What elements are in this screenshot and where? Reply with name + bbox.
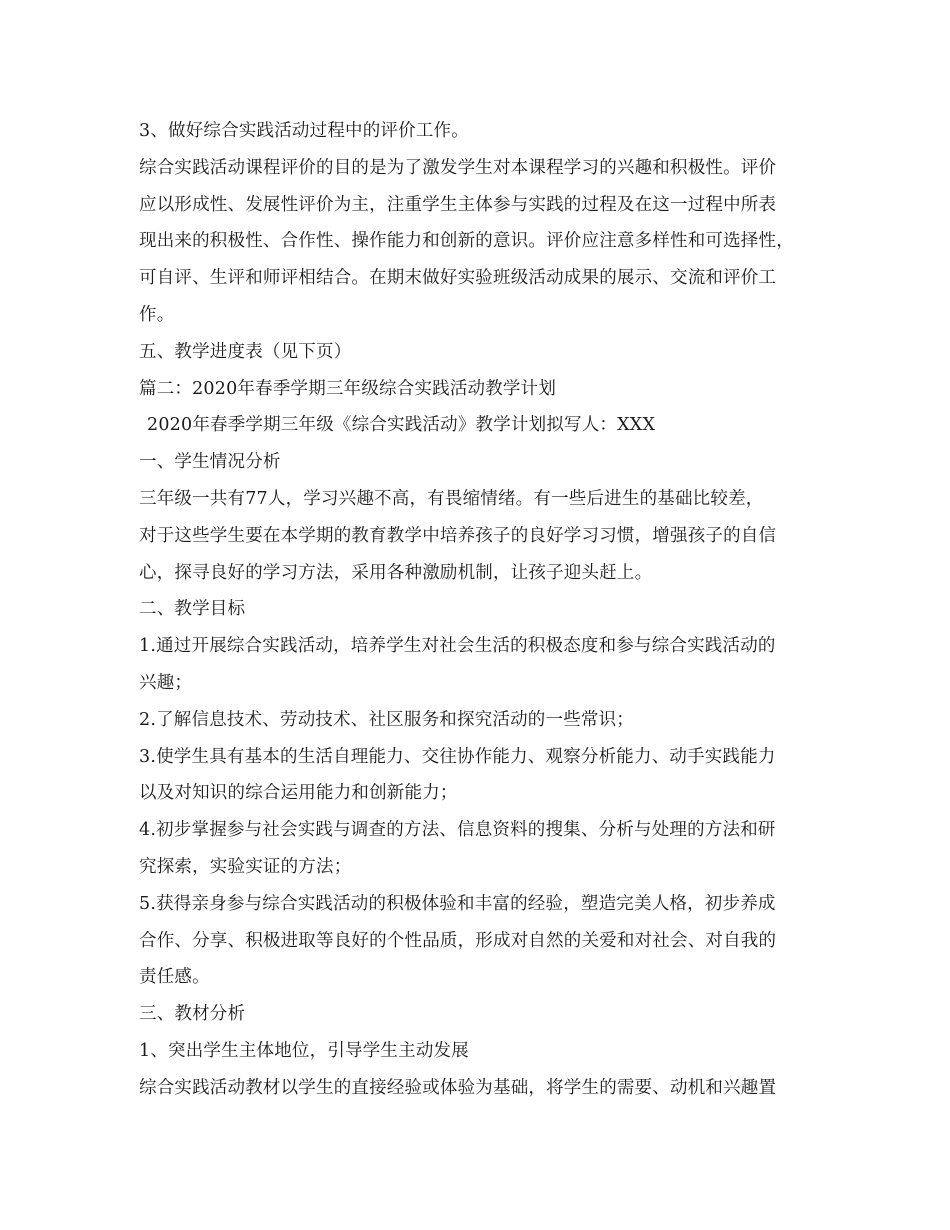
text-line: 4.初步掌握参与社会实践与调查的方法、信息资料的搜集、分析与处理的方法和研 [139,820,776,841]
text-line: 作。 [139,304,175,325]
text-line: 究探索，实验实证的方法； [139,856,352,877]
text-line: 应以形成性、发展性评价为主，注重学生主体参与实践的过程及在这一过程中所表 [139,194,777,215]
text-line: 综合实践活动教材以学生的直接经验或体验为基础，将学生的需要、动机和兴趣置 [139,1077,777,1098]
section-heading: 三、教材分析 [139,1004,246,1025]
text-line: 兴趣； [139,672,193,693]
text-line: 综合实践活动课程评价的目的是为了激发学生对本课程学习的兴趣和积极性。评价 [139,157,777,178]
text-line: 3、做好综合实践活动过程中的评价工作。 [139,121,469,141]
section-heading: 一、学生情况分析 [139,452,281,473]
text-line: 责任感。 [139,967,210,988]
text-line: 三年级一共有77人，学习兴趣不高，有畏缩情绪。有一些后进生的基础比较差， [139,488,764,509]
text-line: 3.使学生具有基本的生活自理能力、交往协作能力、观察分析能力、动手实践能力 [139,746,776,767]
document-body [139,113,819,1107]
text-line: 合作、分享、积极进取等良好的个性品质，形成对自然的关爱和对社会、对自我的 [139,930,777,951]
text-line: 5.获得亲身参与综合实践活动的积极体验和丰富的经验，塑造完美人格，初步养成 [139,893,776,914]
text-line: 心，探寻良好的学习方法，采用各种激励机制，让孩子迎头赶上。 [139,562,653,583]
subsection-heading: 1、突出学生主体地位，引导学生主动发展 [139,1040,469,1061]
chapter-heading: 篇二：2020年春季学期三年级综合实践活动教学计划 [139,378,557,399]
text-line: 2.了解信息技术、劳动技术、社区服务和探究活动的一些常识； [139,709,634,730]
text-line: 以及对知识的综合运用能力和创新能力； [139,783,458,804]
plan-title: 2020年春季学期三年级《综合实践活动》教学计划拟写人：XXX [147,415,656,436]
text-line: 可自评、生评和师评相结合。在期末做好实验班级活动成果的展示、交流和评价工 [139,268,777,289]
text-line: 1.通过开展综合实践活动，培养学生对社会生活的积极态度和参与综合实践活动的 [139,636,776,657]
section-heading: 五、教学进度表（见下页） [139,341,352,362]
text-line: 现出来的积极性、合作性、操作能力和创新的意识。评价应注意多样性和可选择性， [139,231,794,252]
text-line: 对于这些学生要在本学期的教育教学中培养孩子的良好学习习惯，增强孩子的自信 [139,525,777,546]
section-heading: 二、教学目标 [139,599,246,620]
